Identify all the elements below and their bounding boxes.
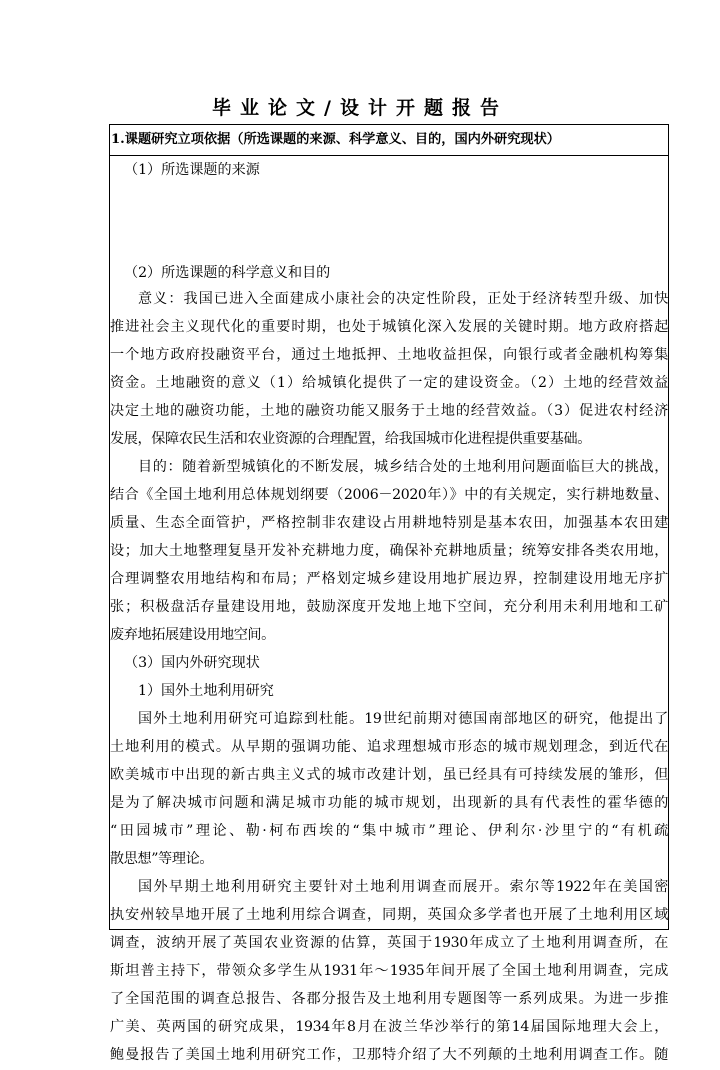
paragraph-line: 设；加大土地整理复垦开发补充耕地力度，确保补充耕地质量；统筹安排各类农用地， bbox=[110, 543, 668, 559]
paragraph-line: 资金。土地融资的意义（1）给城镇化提供了一定的建设资金。（2）土地的经营效益 bbox=[110, 375, 668, 391]
subsection-title: 1）国外土地利用研究 bbox=[138, 683, 274, 699]
paragraph-line: 了全国范围的调查总报告、各郡分报告及土地利用专题图等一系列成果。为进一步推 bbox=[110, 991, 668, 1007]
subsection-title: （3）国内外研究现状 bbox=[124, 655, 260, 671]
section-heading: 1.课题研究立项依据（所选课题的来源、科学意义、目的，国内外研究现状） bbox=[110, 125, 668, 156]
paragraph-line: 废弃地拓展建设用地空间。 bbox=[110, 627, 275, 643]
paragraph-line: 鲍曼报告了美国土地利用研究工作，卫那特介绍了大不列颠的土地利用调查工作。随 bbox=[110, 1047, 668, 1063]
paragraph-line: 国外土地利用研究可追踪到杜能。19世纪前期对德国南部地区的研究，他提出了 bbox=[138, 711, 668, 727]
paragraph-line: 结合《全国土地利用总体规划纲要（2006－2020年）》中的有关规定，实行耕地数量、 bbox=[110, 487, 668, 503]
paragraph-line: 斯坦普主持下，带领众多学生从1931年～1935年间开展了全国土地利用调查，完成 bbox=[110, 963, 668, 979]
paragraph-line: 土地利用的模式。从早期的强调功能、追求理想城市形态的城市规划理念，到近代在 bbox=[110, 739, 668, 755]
subsection-title: （1）所选课题的来源 bbox=[124, 162, 260, 178]
paragraph-line: 执安州较旱地开展了土地利用综合调查，同期，英国众多学者也开展了土地利用区域 bbox=[110, 907, 668, 923]
paragraph-line: 欧美城市中出现的新古典主义式的城市改建计划，虽已经具有可持续发展的雏形，但 bbox=[110, 767, 668, 783]
paragraph-line: 合理调整农用地结构和布局；严格划定城乡建设用地扩展边界，控制建设用地无序扩 bbox=[110, 571, 668, 587]
paragraph-line: 推进社会主义现代化的重要时期，也处于城镇化深入发展的关键时期。地方政府搭起 bbox=[110, 319, 668, 335]
report-table bbox=[109, 124, 669, 1063]
paragraph-line: 目的：随着新型城镇化的不断发展，城乡结合处的土地利用问题面临巨大的挑战， bbox=[138, 459, 668, 475]
paragraph-line: 发展，保障农民生活和农业资源的合理配置，给我国城市化进程提供重要基础。 bbox=[110, 431, 592, 447]
paragraph-line: 调查，波纳开展了英国农业资源的估算，英国于1930年成立了土地利用调查所，在 bbox=[110, 935, 668, 951]
paragraph-line: 散思想”等理论。 bbox=[110, 851, 214, 867]
page-title: 毕业论文/设计开题报告 bbox=[212, 97, 508, 119]
paragraph-line: 广美、英两国的研究成果，1934年8月在波兰华沙举行的第14届国际地理大会上， bbox=[110, 1019, 668, 1035]
paragraph-line: 是为了解决城市问题和满足城市功能的城市规划，出现新的具有代表性的霍华德的 bbox=[110, 795, 668, 811]
paragraph-line: 国外早期土地利用研究主要针对土地利用调查而展开。索尔等1922年在美国密 bbox=[138, 879, 668, 895]
paragraph-line: 一个地方政府投融资平台，通过土地抵押、土地收益担保，向银行或者金融机构筹集 bbox=[110, 347, 668, 363]
paragraph-line: 质量、生态全面管护，严格控制非农建设占用耕地特别是基本农田，加强基本农田建 bbox=[110, 515, 668, 531]
paragraph-line: 意义：我国已进入全面建成小康社会的决定性阶段，正处于经济转型升级、加快 bbox=[138, 291, 668, 307]
paragraph-line: 决定土地的融资功能，土地的融资功能又服务于土地的经营效益。（3）促进农村经济 bbox=[110, 403, 668, 419]
paragraph-line: 张；积极盘活存量建设用地，鼓励深度开发地上地下空间，充分利用未利用地和工矿 bbox=[110, 599, 668, 615]
paragraph-line: “田园城市”理论、勒·柯布西埃的“集中城市”理论、伊利尔·沙里宁的“有机疏 bbox=[110, 823, 668, 839]
subsection-title: （2）所选课题的科学意义和目的 bbox=[124, 265, 331, 281]
